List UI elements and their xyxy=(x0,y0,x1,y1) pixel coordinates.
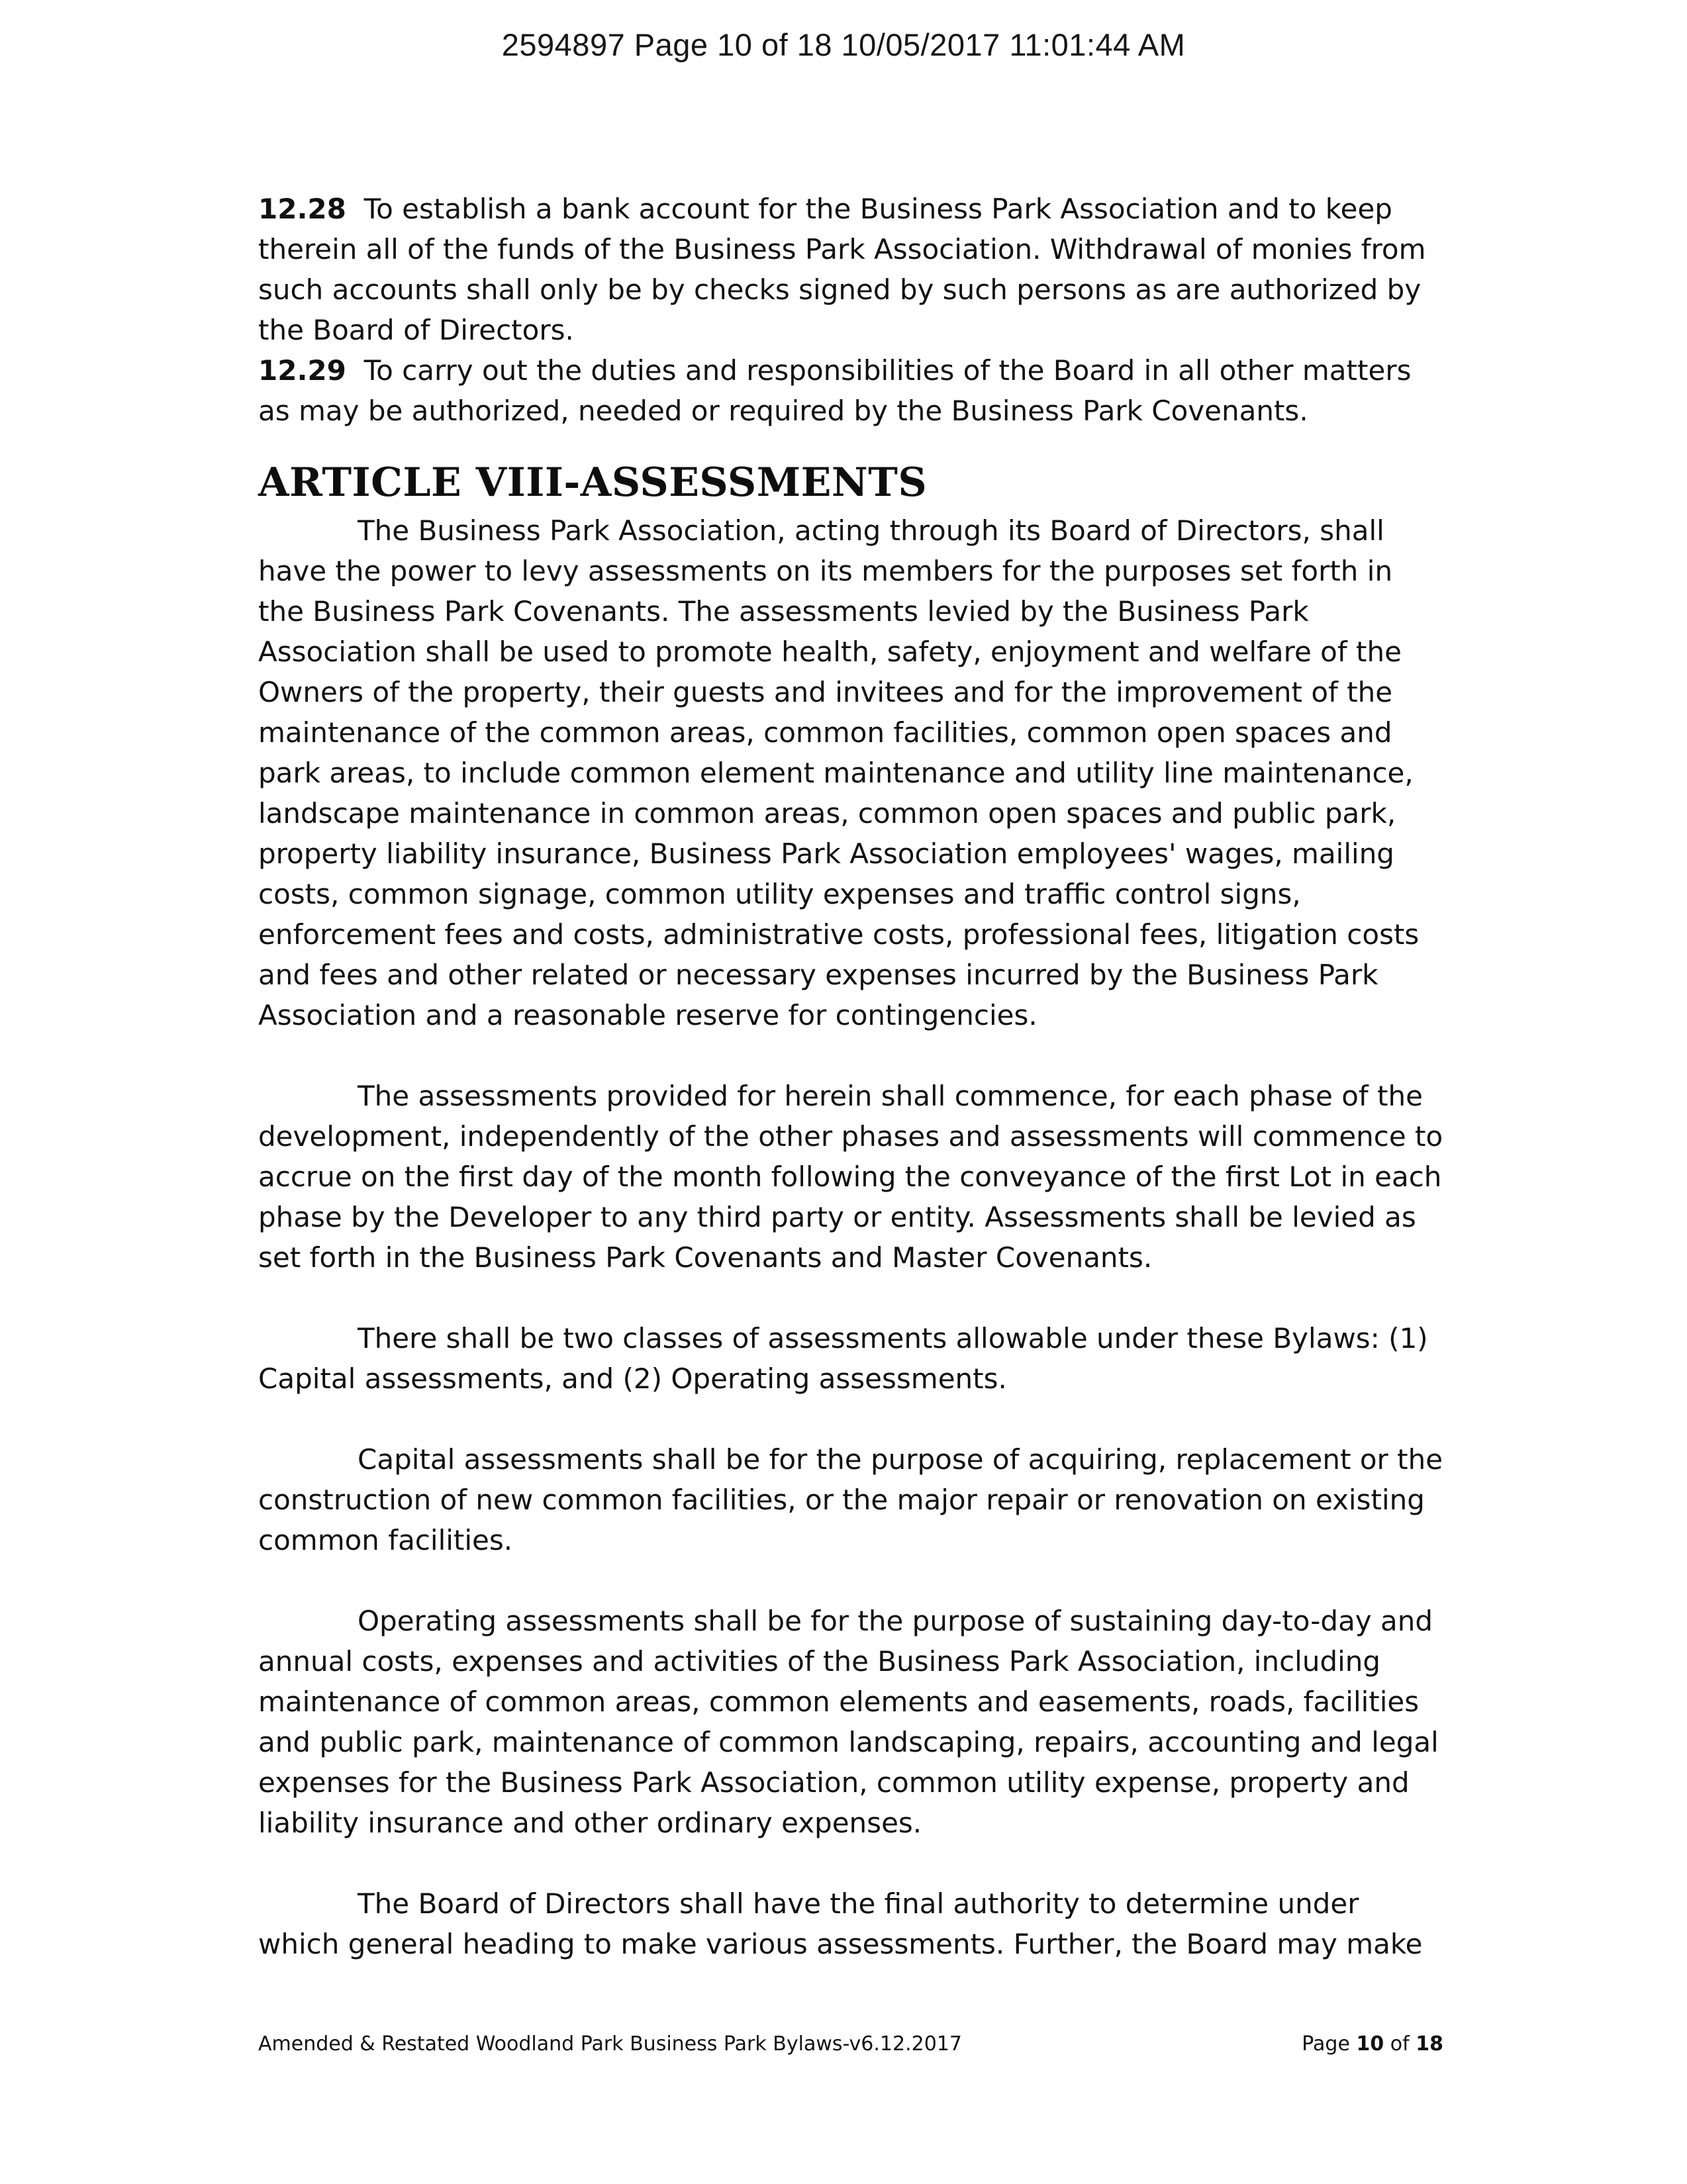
footer-page-indicator xyxy=(1302,2032,1443,2056)
article-paragraph: The Business Park Association, acting through its Board of Directors, shall have the power to levy assessments on its members for the purposes set forth in the Business Park Covenants. The assessments levied by the Business Park Association shall be used to promote health, safety, enjoyment and welfare of the Owners of the property, their guests and invitees and for the improvement of the maintenance of the common areas, common facilities, common open spaces and park areas, to include common element maintenance and utility line maintenance, landscape maintenance in common areas, common open spaces and public park, property liability insurance, Business Park Association employees' wages, mailing costs, common signage, common utility expenses and traffic control signs, enforcement fees and costs, administrative costs, professional fees, litigation costs and fees and other related or necessary expenses incurred by the Business Park Association and a reasonable reserve for contingencies. xyxy=(258,514,1420,1031)
footer-page-word: Page xyxy=(1302,2032,1350,2056)
page-content xyxy=(258,189,1443,1964)
footer-page-number: 10 xyxy=(1356,2032,1384,2056)
article-paragraph: There shall be two classes of assessments allowable under these Bylaws: (1) Capital assessments, and (2) Operating assessments. xyxy=(258,1322,1428,1395)
section-number: 12.28 xyxy=(258,193,346,225)
footer-document-title: Amended & Restated Woodland Park Business Park Bylaws-v6.12.2017 xyxy=(258,2032,962,2056)
section-12-29 xyxy=(258,350,1443,431)
fax-header: 2594897 Page 10 of 18 10/05/2017 11:01:44 AM xyxy=(501,27,1186,62)
article-paragraph: Capital assessments shall be for the purpose of acquiring, replacement or the construction of new common facilities, or the major repair or renovation on existing common facilities. xyxy=(258,1443,1443,1556)
article-paragraph: The Board of Directors shall have the final authority to determine under which general heading to make various assessments. Further, the Board may make xyxy=(258,1887,1423,1960)
section-text: To establish a bank account for the Business Park Association and to keep therein all of the funds of the Business Park Association. Withdrawal of monies from such accounts shall only be by checks signed by such persons as are authorized by the Board of Directors. xyxy=(258,193,1426,346)
section-text: To carry out the duties and responsibilities of the Board in all other matters as may be authorized, needed or required by the Business Park Covenants. xyxy=(258,354,1412,427)
section-number: 12.29 xyxy=(258,354,346,387)
footer-of-word: of xyxy=(1390,2032,1410,2056)
article-heading: ARTICLE VIII-ASSESSMENTS xyxy=(258,459,928,506)
section-12-28 xyxy=(258,189,1443,350)
article-paragraph: The assessments provided for herein shall commence, for each phase of the development, independently of the other phases and assessments will commence to accrue on the first day of the month following the conveyance of the first Lot in each phase by the Developer to any third party or entity. Assessments shall be levied as set forth in the Business Park Covenants and Master Covenants. xyxy=(258,1080,1443,1274)
footer-total-pages: 18 xyxy=(1416,2032,1443,2056)
article-paragraph: Operating assessments shall be for the purpose of sustaining day-to-day and annual costs, expenses and activities of the Business Park Association, including maintenance of common areas, common elements and easements, roads, facilities and public park, maintenance of common landscaping, repairs, accounting and legal expenses for the Business Park Association, common utility expense, property and liability insurance and other ordinary expenses. xyxy=(258,1605,1439,1839)
